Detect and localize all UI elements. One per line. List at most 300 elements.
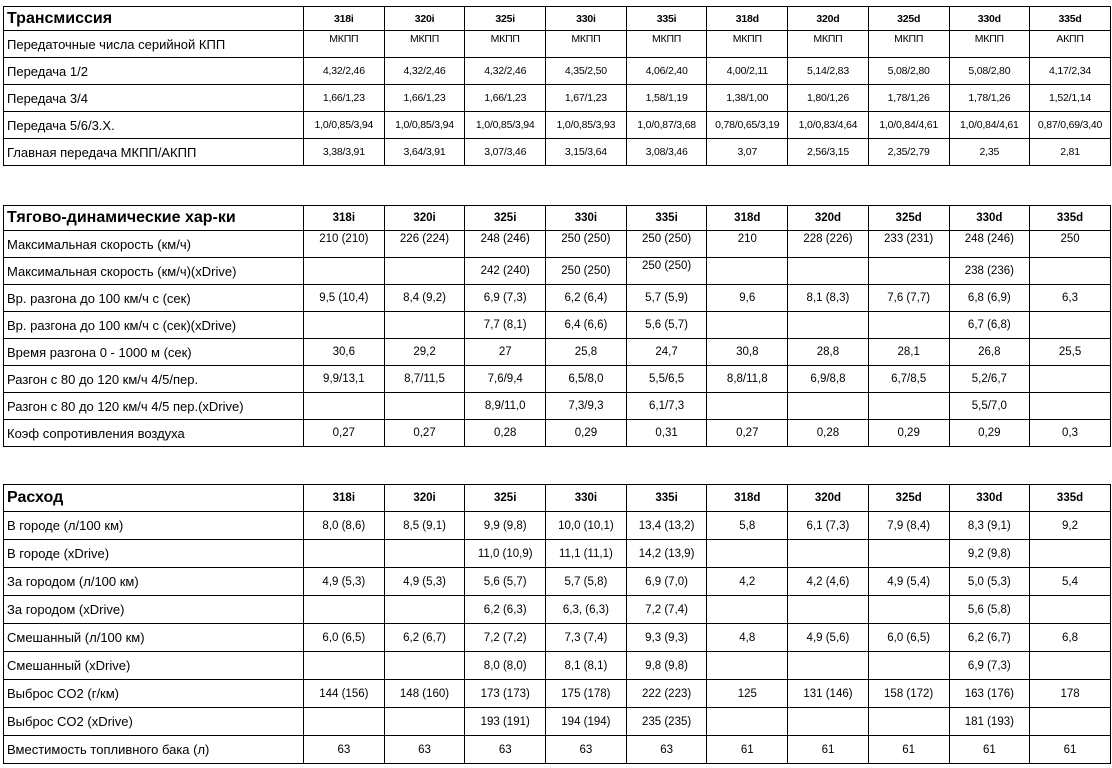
value-cell: 3,38/3,91 <box>304 139 385 166</box>
value-cell: АКПП <box>1030 31 1111 58</box>
value-cell <box>1030 312 1111 339</box>
value-cell: 11,0 (10,9) <box>465 540 546 568</box>
consumption-table <box>3 484 1111 764</box>
row-label: Максимальная скорость (км/ч) <box>4 231 304 258</box>
value-cell: 250 (250) <box>626 258 707 285</box>
value-cell: 0,78/0,65/3,19 <box>707 112 788 139</box>
value-cell: 13,4 (13,2) <box>626 512 707 540</box>
table-row <box>4 139 1111 166</box>
value-cell <box>707 258 788 285</box>
value-cell: МКПП <box>949 31 1030 58</box>
value-cell: 1,67/1,23 <box>546 85 627 112</box>
value-cell: 61 <box>949 736 1030 764</box>
value-cell: 4,9 (5,4) <box>868 568 949 596</box>
value-cell: 5,6 (5,8) <box>949 596 1030 624</box>
value-cell: 181 (193) <box>949 708 1030 736</box>
model-header-cell: 320i <box>384 485 465 512</box>
transmission-table <box>3 6 1111 166</box>
value-cell: 8,9/11,0 <box>465 393 546 420</box>
value-cell <box>707 652 788 680</box>
value-cell: 1,0/0,85/3,94 <box>304 112 385 139</box>
value-cell: 226 (224) <box>384 231 465 258</box>
table-row <box>4 339 1111 366</box>
table-title: Трансмиссия <box>4 7 304 31</box>
value-cell: 4,06/2,40 <box>626 58 707 85</box>
value-cell: 1,0/0,85/3,94 <box>384 112 465 139</box>
table-row <box>4 708 1111 736</box>
row-label: Максимальная скорость (км/ч)(xDrive) <box>4 258 304 285</box>
value-cell: 9,2 <box>1030 512 1111 540</box>
value-cell: 61 <box>788 736 869 764</box>
value-cell: 158 (172) <box>868 680 949 708</box>
value-cell <box>304 652 385 680</box>
value-cell: 6,3, (6,3) <box>546 596 627 624</box>
value-cell: 4,9 (5,6) <box>788 624 869 652</box>
value-cell: 148 (160) <box>384 680 465 708</box>
row-label: Разгон с 80 до 120 км/ч 4/5/пер. <box>4 366 304 393</box>
value-cell: 28,8 <box>788 339 869 366</box>
value-cell: 248 (246) <box>465 231 546 258</box>
value-cell: 9,8 (9,8) <box>626 652 707 680</box>
value-cell: 6,8 (6,9) <box>949 285 1030 312</box>
model-header-cell: 335d <box>1030 485 1111 512</box>
value-cell: 63 <box>626 736 707 764</box>
value-cell <box>304 596 385 624</box>
value-cell <box>384 258 465 285</box>
value-cell <box>788 540 869 568</box>
value-cell: 61 <box>707 736 788 764</box>
value-cell: 178 <box>1030 680 1111 708</box>
value-cell: 1,0/0,84/4,61 <box>868 112 949 139</box>
model-header-cell: 330i <box>546 7 627 31</box>
value-cell: 6,3 <box>1030 285 1111 312</box>
value-cell <box>384 540 465 568</box>
value-cell <box>384 652 465 680</box>
row-label: Главная передача МКПП/АКПП <box>4 139 304 166</box>
value-cell: 5,6 (5,7) <box>626 312 707 339</box>
value-cell: 4,35/2,50 <box>546 58 627 85</box>
model-header-cell: 318i <box>304 206 385 231</box>
value-cell: 25,5 <box>1030 339 1111 366</box>
value-cell: 2,35/2,79 <box>868 139 949 166</box>
table-row <box>4 624 1111 652</box>
table-row <box>4 85 1111 112</box>
value-cell <box>304 540 385 568</box>
value-cell: 8,8/11,8 <box>707 366 788 393</box>
table-row <box>4 652 1111 680</box>
value-cell <box>868 312 949 339</box>
value-cell: МКПП <box>304 31 385 58</box>
value-cell: 8,1 (8,1) <box>546 652 627 680</box>
value-cell: 175 (178) <box>546 680 627 708</box>
value-cell <box>868 393 949 420</box>
table-header-row <box>4 206 1111 231</box>
value-cell: 1,80/1,26 <box>788 85 869 112</box>
value-cell: 5,08/2,80 <box>868 58 949 85</box>
value-cell <box>384 312 465 339</box>
value-cell <box>304 393 385 420</box>
value-cell: 125 <box>707 680 788 708</box>
value-cell <box>384 708 465 736</box>
value-cell: 1,0/0,85/3,94 <box>465 112 546 139</box>
value-cell: 29,2 <box>384 339 465 366</box>
model-header-cell: 320i <box>384 206 465 231</box>
value-cell: 6,5/8,0 <box>546 366 627 393</box>
value-cell: 1,66/1,23 <box>384 85 465 112</box>
value-cell <box>707 312 788 339</box>
model-header-cell: 320d <box>788 206 869 231</box>
value-cell: 6,4 (6,6) <box>546 312 627 339</box>
row-label: Коэф сопротивления воздуха <box>4 420 304 447</box>
value-cell <box>1030 596 1111 624</box>
value-cell <box>868 540 949 568</box>
value-cell <box>384 393 465 420</box>
value-cell: 5,7 (5,8) <box>546 568 627 596</box>
value-cell: 3,07 <box>707 139 788 166</box>
row-label: Передача 1/2 <box>4 58 304 85</box>
value-cell: 8,0 (8,0) <box>465 652 546 680</box>
value-cell: 1,66/1,23 <box>465 85 546 112</box>
value-cell: 0,29 <box>949 420 1030 447</box>
row-label: Смешанный (л/100 км) <box>4 624 304 652</box>
value-cell: 3,07/3,46 <box>465 139 546 166</box>
value-cell <box>868 258 949 285</box>
value-cell: 5,0 (5,3) <box>949 568 1030 596</box>
value-cell: МКПП <box>868 31 949 58</box>
row-label: Выброс CO2 (г/км) <box>4 680 304 708</box>
value-cell: 6,1/7,3 <box>626 393 707 420</box>
value-cell: 5,5/7,0 <box>949 393 1030 420</box>
model-header-cell: 330i <box>546 485 627 512</box>
value-cell: 0,28 <box>465 420 546 447</box>
table-title: Тягово-динамические хар-ки <box>4 206 304 231</box>
table-row <box>4 31 1111 58</box>
value-cell: 4,9 (5,3) <box>304 568 385 596</box>
value-cell: 4,9 (5,3) <box>384 568 465 596</box>
model-header-cell: 320d <box>788 485 869 512</box>
table-row <box>4 366 1111 393</box>
value-cell: 233 (231) <box>868 231 949 258</box>
value-cell: 5,6 (5,7) <box>465 568 546 596</box>
value-cell <box>788 596 869 624</box>
value-cell <box>1030 393 1111 420</box>
model-header-cell: 330d <box>949 485 1030 512</box>
value-cell: МКПП <box>626 31 707 58</box>
model-header-cell: 318d <box>707 485 788 512</box>
value-cell: 250 (250) <box>546 258 627 285</box>
value-cell: 235 (235) <box>626 708 707 736</box>
value-cell: 193 (191) <box>465 708 546 736</box>
value-cell: 4,2 (4,6) <box>788 568 869 596</box>
value-cell <box>1030 540 1111 568</box>
value-cell: 1,78/1,26 <box>949 85 1030 112</box>
table-row <box>4 680 1111 708</box>
value-cell <box>788 258 869 285</box>
model-header-cell: 330d <box>949 206 1030 231</box>
model-header-cell: 325i <box>465 485 546 512</box>
row-label: За городом (xDrive) <box>4 596 304 624</box>
value-cell: 4,32/2,46 <box>304 58 385 85</box>
table-header-row <box>4 485 1111 512</box>
value-cell: 6,2 (6,7) <box>949 624 1030 652</box>
table-row <box>4 258 1111 285</box>
value-cell: 0,3 <box>1030 420 1111 447</box>
value-cell: 4,8 <box>707 624 788 652</box>
value-cell: 9,3 (9,3) <box>626 624 707 652</box>
row-label: Вр. разгона до 100 км/ч с (сек) <box>4 285 304 312</box>
value-cell: 28,1 <box>868 339 949 366</box>
table-row <box>4 285 1111 312</box>
value-cell: 10,0 (10,1) <box>546 512 627 540</box>
value-cell: МКПП <box>384 31 465 58</box>
value-cell: 6,0 (6,5) <box>304 624 385 652</box>
value-cell: 0,29 <box>546 420 627 447</box>
row-label: Передаточные числа серийной КПП <box>4 31 304 58</box>
value-cell: 4,2 <box>707 568 788 596</box>
value-cell: 61 <box>868 736 949 764</box>
model-header-cell: 320d <box>788 7 869 31</box>
value-cell: МКПП <box>465 31 546 58</box>
table-row <box>4 540 1111 568</box>
value-cell: 7,3/9,3 <box>546 393 627 420</box>
value-cell: 9,9/13,1 <box>304 366 385 393</box>
value-cell: 0,27 <box>707 420 788 447</box>
value-cell: 3,08/3,46 <box>626 139 707 166</box>
value-cell: 8,3 (9,1) <box>949 512 1030 540</box>
model-header-cell: 335i <box>626 485 707 512</box>
value-cell: 1,52/1,14 <box>1030 85 1111 112</box>
value-cell: 26,8 <box>949 339 1030 366</box>
value-cell <box>868 652 949 680</box>
row-label: Смешанный (xDrive) <box>4 652 304 680</box>
value-cell: 6,2 (6,7) <box>384 624 465 652</box>
model-header-cell: 320i <box>384 7 465 31</box>
value-cell: 5,4 <box>1030 568 1111 596</box>
value-cell: 30,8 <box>707 339 788 366</box>
value-cell: 6,9/8,8 <box>788 366 869 393</box>
value-cell: 6,9 (7,3) <box>465 285 546 312</box>
value-cell: 4,32/2,46 <box>384 58 465 85</box>
value-cell <box>304 312 385 339</box>
row-label: Передача 3/4 <box>4 85 304 112</box>
row-label: Время разгона 0 - 1000 м (сек) <box>4 339 304 366</box>
value-cell: 163 (176) <box>949 680 1030 708</box>
value-cell <box>1030 652 1111 680</box>
table-row <box>4 312 1111 339</box>
value-cell: 6,7 (6,8) <box>949 312 1030 339</box>
value-cell: 222 (223) <box>626 680 707 708</box>
value-cell: 9,6 <box>707 285 788 312</box>
value-cell: 8,5 (9,1) <box>384 512 465 540</box>
value-cell: 5,2/6,7 <box>949 366 1030 393</box>
value-cell: 24,7 <box>626 339 707 366</box>
model-header-cell: 325d <box>868 7 949 31</box>
value-cell: 242 (240) <box>465 258 546 285</box>
value-cell: 0,27 <box>304 420 385 447</box>
value-cell: 1,0/0,85/3,93 <box>546 112 627 139</box>
value-cell: 7,2 (7,4) <box>626 596 707 624</box>
value-cell: 6,9 (7,3) <box>949 652 1030 680</box>
model-header-cell: 335i <box>626 7 707 31</box>
value-cell: 250 <box>1030 231 1111 258</box>
model-header-cell: 325d <box>868 485 949 512</box>
row-label: Выброс CO2 (xDrive) <box>4 708 304 736</box>
value-cell: 7,6 (7,7) <box>868 285 949 312</box>
value-cell: МКПП <box>707 31 788 58</box>
value-cell: 6,0 (6,5) <box>868 624 949 652</box>
model-header-cell: 318i <box>304 485 385 512</box>
value-cell: 6,7/8,5 <box>868 366 949 393</box>
value-cell: 3,15/3,64 <box>546 139 627 166</box>
row-label: За городом (л/100 км) <box>4 568 304 596</box>
value-cell: 9,2 (9,8) <box>949 540 1030 568</box>
value-cell: 210 <box>707 231 788 258</box>
value-cell <box>868 596 949 624</box>
value-cell: 7,2 (7,2) <box>465 624 546 652</box>
row-label: В городе (л/100 км) <box>4 512 304 540</box>
value-cell: 250 (250) <box>546 231 627 258</box>
value-cell <box>788 652 869 680</box>
value-cell <box>1030 366 1111 393</box>
value-cell: 63 <box>546 736 627 764</box>
value-cell: МКПП <box>788 31 869 58</box>
value-cell: 248 (246) <box>949 231 1030 258</box>
value-cell: 6,2 (6,3) <box>465 596 546 624</box>
value-cell: 6,9 (7,0) <box>626 568 707 596</box>
table-row <box>4 231 1111 258</box>
value-cell: 210 (210) <box>304 231 385 258</box>
value-cell: 0,28 <box>788 420 869 447</box>
value-cell: 9,5 (10,4) <box>304 285 385 312</box>
value-cell: 1,0/0,83/4,64 <box>788 112 869 139</box>
value-cell: 7,7 (8,1) <box>465 312 546 339</box>
value-cell: МКПП <box>546 31 627 58</box>
value-cell: 5,5/6,5 <box>626 366 707 393</box>
table-row <box>4 512 1111 540</box>
value-cell: 5,7 (5,9) <box>626 285 707 312</box>
row-label: Разгон с 80 до 120 км/ч 4/5 пер.(xDrive) <box>4 393 304 420</box>
value-cell: 63 <box>384 736 465 764</box>
value-cell: 7,3 (7,4) <box>546 624 627 652</box>
model-header-cell: 325i <box>465 206 546 231</box>
value-cell: 8,7/11,5 <box>384 366 465 393</box>
model-header-cell: 335d <box>1030 206 1111 231</box>
value-cell: 7,9 (8,4) <box>868 512 949 540</box>
model-header-cell: 318d <box>707 206 788 231</box>
value-cell: 1,0/0,87/3,68 <box>626 112 707 139</box>
value-cell: 2,56/3,15 <box>788 139 869 166</box>
value-cell: 238 (236) <box>949 258 1030 285</box>
value-cell: 30,6 <box>304 339 385 366</box>
value-cell: 2,81 <box>1030 139 1111 166</box>
value-cell: 63 <box>465 736 546 764</box>
model-header-cell: 325i <box>465 7 546 31</box>
value-cell <box>1030 708 1111 736</box>
value-cell: 9,9 (9,8) <box>465 512 546 540</box>
value-cell: 2,35 <box>949 139 1030 166</box>
value-cell: 1,0/0,84/4,61 <box>949 112 1030 139</box>
value-cell: 61 <box>1030 736 1111 764</box>
table-header-row <box>4 7 1111 31</box>
value-cell: 6,8 <box>1030 624 1111 652</box>
value-cell <box>1030 258 1111 285</box>
value-cell: 5,08/2,80 <box>949 58 1030 85</box>
value-cell: 63 <box>304 736 385 764</box>
row-label: В городе (xDrive) <box>4 540 304 568</box>
table-row <box>4 58 1111 85</box>
value-cell <box>707 540 788 568</box>
model-header-cell: 318d <box>707 7 788 31</box>
model-header-cell: 330d <box>949 7 1030 31</box>
table-row <box>4 393 1111 420</box>
value-cell <box>868 708 949 736</box>
dynamics-table <box>3 205 1111 447</box>
value-cell: 131 (146) <box>788 680 869 708</box>
value-cell: 194 (194) <box>546 708 627 736</box>
value-cell: 0,87/0,69/3,40 <box>1030 112 1111 139</box>
value-cell: 1,38/1,00 <box>707 85 788 112</box>
value-cell: 6,2 (6,4) <box>546 285 627 312</box>
model-header-cell: 318i <box>304 7 385 31</box>
value-cell <box>707 708 788 736</box>
value-cell: 8,1 (8,3) <box>788 285 869 312</box>
model-header-cell: 330i <box>546 206 627 231</box>
value-cell: 11,1 (11,1) <box>546 540 627 568</box>
value-cell: 7,6/9,4 <box>465 366 546 393</box>
value-cell: 8,0 (8,6) <box>304 512 385 540</box>
row-label: Вместимость топливного бака (л) <box>4 736 304 764</box>
value-cell: 0,27 <box>384 420 465 447</box>
value-cell <box>788 393 869 420</box>
value-cell <box>707 596 788 624</box>
value-cell: 5,8 <box>707 512 788 540</box>
model-header-cell: 325d <box>868 206 949 231</box>
table-row <box>4 736 1111 764</box>
value-cell: 1,66/1,23 <box>304 85 385 112</box>
value-cell: 14,2 (13,9) <box>626 540 707 568</box>
value-cell: 4,00/2,11 <box>707 58 788 85</box>
value-cell <box>304 708 385 736</box>
value-cell: 144 (156) <box>304 680 385 708</box>
value-cell: 1,58/1,19 <box>626 85 707 112</box>
value-cell: 1,78/1,26 <box>868 85 949 112</box>
row-label: Передача 5/6/3.Х. <box>4 112 304 139</box>
value-cell <box>304 258 385 285</box>
value-cell <box>707 393 788 420</box>
value-cell: 5,14/2,83 <box>788 58 869 85</box>
value-cell: 0,31 <box>626 420 707 447</box>
table-row <box>4 420 1111 447</box>
table-row <box>4 596 1111 624</box>
value-cell: 27 <box>465 339 546 366</box>
value-cell: 228 (226) <box>788 231 869 258</box>
model-header-cell: 335d <box>1030 7 1111 31</box>
model-header-cell: 335i <box>626 206 707 231</box>
value-cell: 6,1 (7,3) <box>788 512 869 540</box>
table-row <box>4 112 1111 139</box>
table-title: Расход <box>4 485 304 512</box>
value-cell: 173 (173) <box>465 680 546 708</box>
value-cell: 25,8 <box>546 339 627 366</box>
value-cell: 0,29 <box>868 420 949 447</box>
value-cell: 4,17/2,34 <box>1030 58 1111 85</box>
value-cell <box>788 708 869 736</box>
value-cell: 250 (250) <box>626 231 707 258</box>
value-cell: 8,4 (9,2) <box>384 285 465 312</box>
value-cell <box>384 596 465 624</box>
value-cell: 4,32/2,46 <box>465 58 546 85</box>
value-cell: 3,64/3,91 <box>384 139 465 166</box>
